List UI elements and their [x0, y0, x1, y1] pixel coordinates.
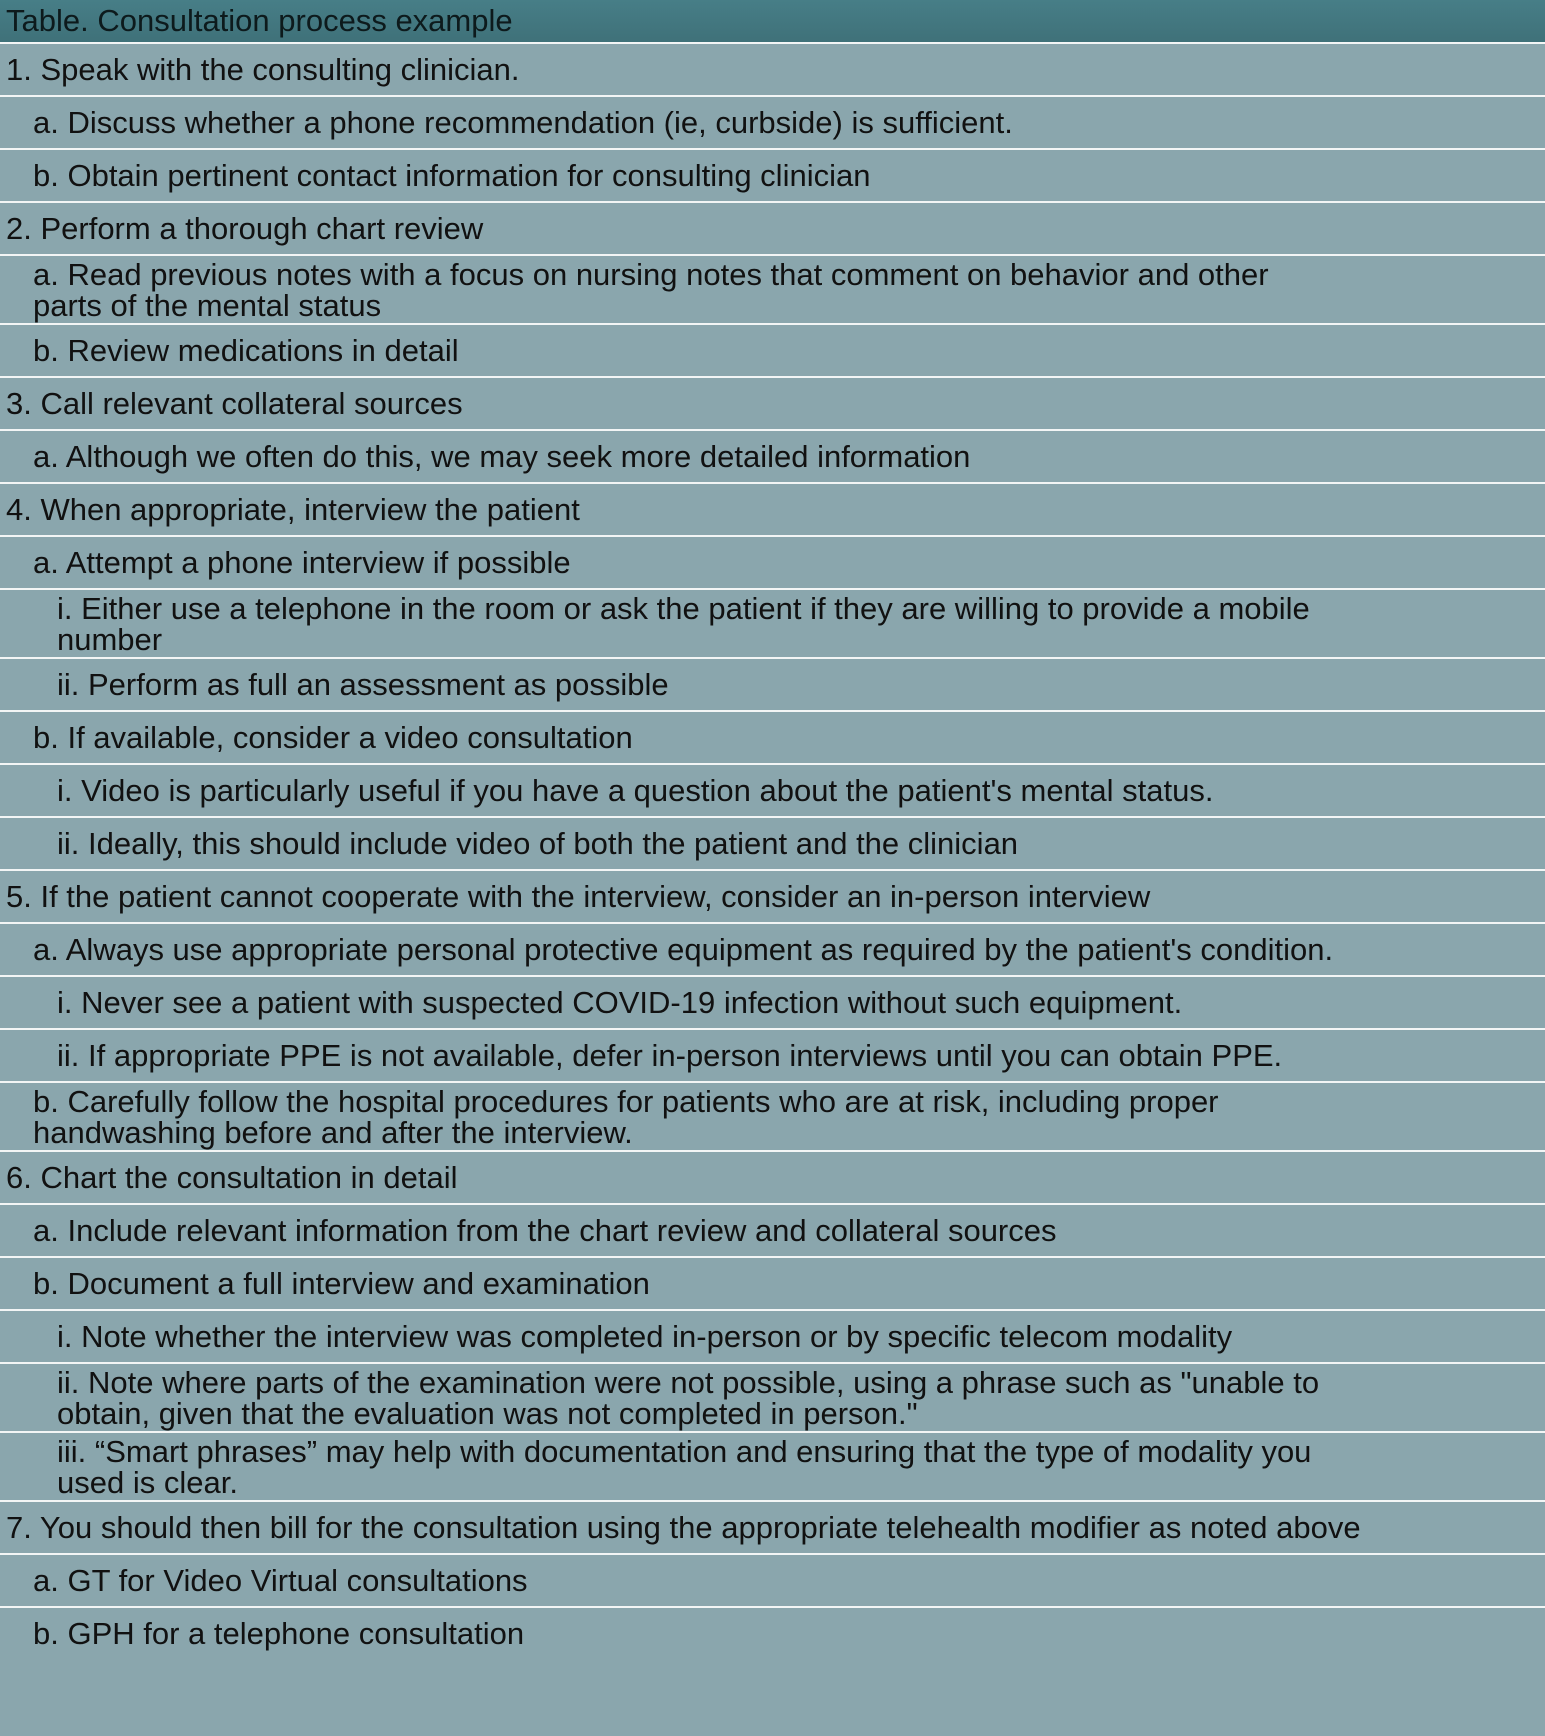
table-row: [0, 150, 1545, 203]
table-row: [0, 659, 1545, 712]
table-row-text: 1. Speak with the consulting clinician.: [6, 52, 520, 87]
table-row: [0, 871, 1545, 924]
table-row: [0, 1433, 1545, 1502]
table-row: [0, 924, 1545, 977]
table-row-text: ii. Note where parts of the examination were not possible, using a phrase such as "unable to obtain, given that the evaluation was not completed in person.": [57, 1364, 1320, 1431]
table-row-text: 5. If the patient cannot cooperate with the interview, consider an in-person interview: [6, 879, 1151, 914]
table-row-text: 3. Call relevant collateral sources: [6, 386, 463, 421]
table-row-text: a. Read previous notes with a focus on nursing notes that comment on behavior and other parts of the mental status: [33, 256, 1269, 323]
table-row-text: a. Always use appropriate personal protective equipment as required by the patient's condition.: [33, 932, 1334, 967]
table-row: [0, 1083, 1545, 1152]
table-row-text: ii. Perform as full an assessment as possible: [57, 667, 669, 702]
table-row-text: ii. Ideally, this should include video of both the patient and the clinician: [57, 826, 1019, 861]
table-row: [0, 256, 1545, 325]
table-row-text: 7. You should then bill for the consultation using the appropriate telehealth modifier as noted above: [6, 1510, 1361, 1545]
table-row: [0, 325, 1545, 378]
table-row: [0, 1205, 1545, 1258]
table-row-text: b. Obtain pertinent contact information for consulting clinician: [33, 158, 871, 193]
table-row-text: 6. Chart the consultation in detail: [6, 1160, 458, 1195]
table-row-text: i. Either use a telephone in the room or ask the patient if they are willing to provide a mobile number: [57, 590, 1310, 657]
table-row: [0, 1608, 1545, 1736]
table-title: Table. Consultation process example: [0, 0, 1545, 44]
table-row: [0, 537, 1545, 590]
table-row-text: b. Document a full interview and examination: [33, 1266, 650, 1301]
table-row: [0, 1258, 1545, 1311]
table-row-text: b. Review medications in detail: [33, 333, 459, 368]
table-row-text: i. Note whether the interview was completed in-person or by specific telecom modality: [57, 1319, 1233, 1354]
table-row-text: a. Discuss whether a phone recommendation (ie, curbside) is sufficient.: [33, 105, 1013, 140]
table-row-text: b. If available, consider a video consultation: [33, 720, 633, 755]
table-row-text: a. Although we often do this, we may seek more detailed information: [33, 439, 971, 474]
table-row: [0, 818, 1545, 871]
table-row-text: b. Carefully follow the hospital procedures for patients who are at risk, including proper handwashing before and after the interview.: [33, 1083, 1219, 1150]
table-row: [0, 378, 1545, 431]
table-row: [0, 1311, 1545, 1364]
table-row-text: ii. If appropriate PPE is not available, defer in-person interviews until you can obtain PPE.: [57, 1038, 1283, 1073]
table-row-text: i. Never see a patient with suspected COVID-19 infection without such equipment.: [57, 985, 1183, 1020]
table-row: [0, 1364, 1545, 1433]
table-row: [0, 590, 1545, 659]
table-row-text: i. Video is particularly useful if you have a question about the patient's mental status.: [57, 773, 1214, 808]
table-row: [0, 1030, 1545, 1083]
table-row: [0, 1502, 1545, 1555]
table-row-text: a. Include relevant information from the chart review and collateral sources: [33, 1213, 1057, 1248]
table-row: [0, 431, 1545, 484]
table-row: [0, 1152, 1545, 1205]
table-row: [0, 712, 1545, 765]
table-row-text: 4. When appropriate, interview the patient: [6, 492, 580, 527]
table-row: [0, 97, 1545, 150]
table-row-text: iii. “Smart phrases” may help with documentation and ensuring that the type of modality you used is clear.: [57, 1433, 1312, 1500]
table-row: [0, 484, 1545, 537]
table-row-text: 2. Perform a thorough chart review: [6, 211, 484, 246]
table-row: [0, 203, 1545, 256]
table-row: [0, 977, 1545, 1030]
table-row-text: a. Attempt a phone interview if possible: [33, 545, 571, 580]
table-row: [0, 44, 1545, 97]
table-row-text: b. GPH for a telephone consultation: [33, 1616, 525, 1651]
table-row: [0, 1555, 1545, 1608]
table-row: [0, 765, 1545, 818]
table-row-text: a. GT for Video Virtual consultations: [33, 1563, 528, 1598]
